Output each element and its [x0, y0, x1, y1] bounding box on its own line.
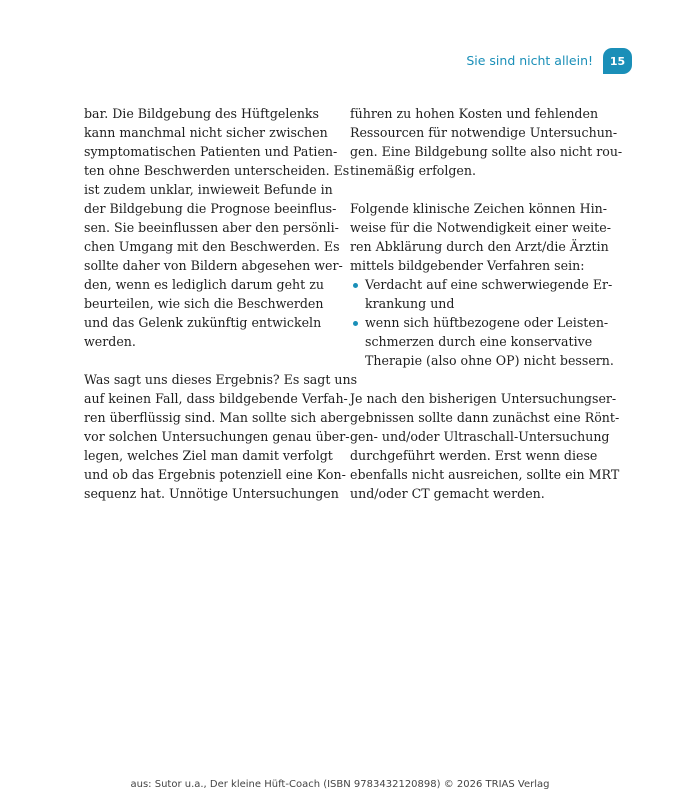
text-line: Ressourcen für notwendige Untersuchun- [350, 125, 618, 140]
page-number: 15 [609, 54, 626, 68]
running-header-title: Sie sind nicht allein! [466, 53, 593, 68]
text-line: krankung und [365, 296, 455, 311]
text-line: ebenfalls nicht ausreichen, sollte ein MRT [350, 467, 620, 482]
text-line: sequenz hat. Unnötige Untersuchungen [84, 486, 339, 501]
page-number-badge [603, 48, 632, 74]
text-line: tinemäßig erfolgen. [350, 163, 476, 178]
bullet-text: Verdacht auf eine schwerwiegende Er- [365, 277, 613, 292]
text-line: Therapie (also ohne OP) nicht bessern. [365, 353, 614, 368]
text-line: ren überflüssig sind. Man sollte sich aber [84, 410, 350, 425]
text-line: mittels bildgebender Verfahren sein: [350, 258, 585, 273]
paragraph-gap [350, 370, 600, 389]
bullet-dot-icon [353, 283, 358, 288]
text-line: symptomatischen Patienten und Patien- [84, 144, 338, 159]
text-line: auf keinen Fall, dass bildgebende Verfah- [84, 391, 348, 406]
text-line: schmerzen durch eine konservative [365, 334, 593, 349]
text-line: ten ohne Beschwerden unterscheiden. Es [84, 163, 350, 178]
left-column [84, 104, 358, 503]
text-line: werden. [84, 334, 136, 349]
text-line: Je nach den bisherigen Untersuchungser- [350, 391, 617, 406]
text-line: gebnissen sollte dann zunächst eine Rönt- [350, 410, 620, 425]
text-line: sollte daher von Bildern abgesehen wer- [84, 258, 343, 273]
text-line: durchgeführt werden. Erst wenn diese [350, 448, 598, 463]
text-line: legen, welches Ziel man damit verfolgt [84, 448, 333, 463]
text-line: bar. Die Bildgebung des Hüftgelenks [84, 106, 320, 121]
text-line: sen. Sie beeinflussen aber den persönli- [84, 220, 339, 235]
bullet-text-line [350, 313, 609, 332]
right-column [350, 104, 623, 503]
paragraph [350, 104, 623, 180]
footer-credit: aus: Sutor u.a., Der kleine Hüft-Coach (ISBN 9783432120898) © 2026 TRIAS Verlag [130, 779, 550, 790]
paragraph [350, 199, 611, 275]
text-line: gen- und/oder Ultraschall-Untersuchung [350, 429, 610, 444]
bullet-dot-icon [353, 321, 358, 326]
text-line: und/oder CT gemacht werden. [350, 486, 545, 501]
bullet-text: wenn sich hüftbezogene oder Leisten- [365, 315, 609, 330]
text-line: Was sagt uns dieses Ergebnis? Es sagt uns [84, 372, 358, 387]
list-item [350, 275, 613, 313]
text-line: und das Gelenk zukünftig entwickeln [84, 315, 322, 330]
text-line: ist zudem unklar, inwieweit Befunde in [84, 182, 333, 197]
text-line: chen Umgang mit den Beschwerden. Es [84, 239, 340, 254]
text-line: beurteilen, wie sich die Beschwerden [84, 296, 324, 311]
text-line: weise für die Notwendigkeit einer weite- [350, 220, 611, 235]
paragraph [84, 104, 350, 351]
text-line: ren Abklärung durch den Arzt/die Ärztin [350, 239, 609, 254]
text-line: den, wenn es lediglich darum geht zu [84, 277, 324, 292]
text-line: Folgende klinische Zeichen können Hin- [350, 201, 608, 216]
text-line: der Bildgebung die Prognose beeinflus- [84, 201, 337, 216]
text-line: gen. Eine Bildgebung sollte also nicht rou- [350, 144, 623, 159]
list-item [350, 313, 614, 370]
bullet-text-line [350, 275, 613, 294]
text-line: und ob das Ergebnis potenziell eine Kon- [84, 467, 346, 482]
paragraph [84, 370, 358, 503]
bullet-list [350, 275, 614, 370]
paragraph-gap [350, 180, 600, 199]
text-line: kann manchmal nicht sicher zwischen [84, 125, 328, 140]
text-line: vor solchen Untersuchungen genau über- [84, 429, 350, 444]
paragraph [350, 389, 620, 503]
paragraph-gap [84, 351, 334, 370]
text-line: führen zu hohen Kosten und fehlenden [350, 106, 599, 121]
